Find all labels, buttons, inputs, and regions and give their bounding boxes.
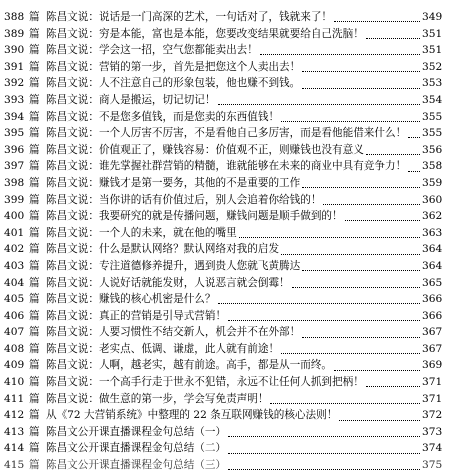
toc-entry-page-number: 356 — [422, 143, 443, 156]
toc-entry[interactable] — [0, 440, 460, 457]
toc-entry[interactable] — [0, 109, 460, 126]
toc-entry-page-number: 349 — [422, 11, 443, 23]
toc-entry-chapter-word: 篇 — [29, 193, 40, 206]
toc-entry-chapter-word: 篇 — [29, 176, 40, 189]
toc-entry-chapter-word: 篇 — [29, 326, 40, 339]
toc-entry-page-number: 366 — [422, 309, 443, 322]
toc-entry-number: 391 — [4, 60, 25, 73]
toc-entry-title: 陈昌文说：营销的第一步，首先是把您这个人卖出去！ — [46, 60, 301, 73]
toc-entry-leader-dots — [302, 336, 420, 338]
toc-entry-title: 陈昌文说：商人是搬运，切记切记！ — [46, 93, 216, 106]
toc-entry-number: 408 — [4, 342, 25, 355]
toc-entry[interactable] — [0, 92, 460, 109]
toc-entry[interactable] — [0, 308, 460, 325]
toc-entry[interactable] — [0, 9, 460, 26]
toc-entry-title: 陈昌文说：人说好话就能发财，人说恶言就会倒霉！ — [46, 276, 290, 289]
toc-entry-chapter-word: 篇 — [29, 160, 40, 173]
toc-entry-number: 399 — [4, 193, 25, 206]
toc-entry-page-number: 375 — [422, 459, 443, 472]
toc-entry-number: 410 — [4, 376, 25, 389]
toc-entry-page-number: 355 — [422, 110, 443, 123]
toc-entry-title: 陈昌文说：人要习惯性不结交新人，机会并不在外部！ — [46, 326, 301, 339]
toc-entry-leader-dots — [323, 203, 420, 205]
toc-entry-number: 413 — [4, 425, 25, 438]
toc-entry-number: 393 — [4, 93, 25, 106]
toc-entry[interactable] — [0, 208, 460, 225]
toc-entry-leader-dots — [292, 286, 420, 288]
toc-entry-leader-dots — [260, 53, 420, 55]
toc-entry[interactable] — [0, 391, 460, 408]
toc-entry-page-number: 369 — [422, 359, 443, 372]
toc-entry-chapter-word: 篇 — [29, 259, 40, 272]
toc-entry-number: 397 — [4, 160, 25, 173]
toc-entry[interactable] — [0, 192, 460, 209]
toc-entry-number: 392 — [4, 77, 25, 90]
toc-entry-title: 陈昌文公开课直播课程金句总结（二） — [46, 442, 227, 455]
toc-entry[interactable] — [0, 75, 460, 92]
toc-entry-number: 403 — [4, 259, 25, 272]
toc-entry-leader-dots — [366, 153, 420, 155]
toc-entry-title: 陈昌文说：什么是默认网络？默认网络对我的启发 — [46, 243, 280, 256]
toc-entry-page-number: 362 — [422, 210, 443, 223]
toc-entry-number: 389 — [4, 27, 25, 40]
toc-entry[interactable] — [0, 142, 460, 159]
toc-entry-chapter-word: 篇 — [29, 442, 40, 455]
toc-entry[interactable] — [0, 407, 460, 424]
toc-entry-number: 395 — [4, 127, 25, 140]
toc-entry-title: 陈昌文说：老实点、低调、谦虚，此人就有前途！ — [46, 342, 280, 355]
toc-entry-leader-dots — [228, 319, 420, 321]
toc-entry-title: 陈昌文说：一个人厉害不厉害，不是看他自己多厉害，而是看他能借来什么！ — [46, 127, 407, 140]
toc-entry-number: 400 — [4, 210, 25, 223]
toc-entry-leader-dots — [345, 219, 420, 221]
toc-entry-chapter-word: 篇 — [29, 11, 40, 23]
toc-entry-title: 陈昌文说：谁先掌握社群营销的精髓，谁就能够在未来的商业中具有竞争力！ — [46, 160, 407, 173]
toc-entry-title: 陈昌文说：赚钱的核心机密是什么？ — [46, 293, 216, 306]
toc-entry-chapter-word: 篇 — [29, 342, 40, 355]
toc-entry-number: 404 — [4, 276, 25, 289]
toc-entry-chapter-word: 篇 — [29, 409, 40, 422]
toc-entry[interactable] — [0, 457, 460, 474]
toc-entry-title: 从《72 大营销系统》中整理的 22 条互联网赚钱的核心法则！ — [46, 409, 338, 422]
toc-entry-number: 415 — [4, 459, 25, 472]
toc-entry-title: 陈昌文说：穷是本能，富也是本能，您要改变结果就要给自己洗脑！ — [46, 27, 364, 40]
toc-entry-leader-dots — [366, 37, 420, 39]
toc-entry-title: 陈昌文公开课直播课程金句总结（三） — [46, 459, 227, 472]
toc-entry-page-number: 353 — [422, 77, 443, 90]
toc-entry-title: 陈昌文说：人不注意自己的形象包装，他也赚不到钱。 — [46, 77, 301, 90]
toc-entry[interactable] — [0, 374, 460, 391]
toc-entry-leader-dots — [218, 302, 421, 304]
toc-entry-chapter-word: 篇 — [29, 243, 40, 256]
toc-entry[interactable] — [0, 424, 460, 441]
toc-entry-number: 412 — [4, 409, 25, 422]
toc-entry-title: 陈昌文说：一个高手行走于世永不犯错，永远不让任何人抓到把柄！ — [46, 376, 364, 389]
toc-entry-number: 407 — [4, 326, 25, 339]
toc-entry-chapter-word: 篇 — [29, 276, 40, 289]
toc-entry-page-number: 360 — [422, 193, 443, 206]
toc-entry-chapter-word: 篇 — [29, 44, 40, 57]
toc-entry[interactable] — [0, 241, 460, 258]
toc-entry-number: 396 — [4, 143, 25, 156]
toc-entry[interactable] — [0, 258, 460, 275]
toc-entry-page-number: 358 — [422, 160, 443, 173]
toc-entry[interactable] — [0, 225, 460, 242]
toc-entry[interactable] — [0, 59, 460, 76]
toc-entry-page-number: 351 — [422, 44, 443, 57]
toc-entry-page-number: 373 — [422, 425, 443, 438]
toc-entry-chapter-word: 篇 — [29, 425, 40, 438]
toc-entry-page-number: 351 — [422, 27, 443, 40]
toc-entry-chapter-word: 篇 — [29, 110, 40, 123]
toc-entry-page-number: 367 — [422, 342, 443, 355]
toc-entry-chapter-word: 篇 — [29, 459, 40, 472]
toc-entry-title: 陈昌文说：当你讲的话有价值过后，别人会追着你给钱的！ — [46, 193, 322, 206]
toc-entry[interactable] — [0, 175, 460, 192]
toc-entry-leader-dots — [281, 253, 420, 255]
toc-entry[interactable] — [0, 125, 460, 142]
toc-entry-title: 陈昌文说：人啊，越老实，越有前途。高手，都是从一而终。 — [46, 359, 333, 372]
toc-entry[interactable] — [0, 324, 460, 341]
toc-entry[interactable] — [0, 275, 460, 292]
toc-entry-chapter-word: 篇 — [29, 143, 40, 156]
toc-entry-number: 402 — [4, 243, 25, 256]
toc-entry-page-number: 365 — [422, 276, 443, 289]
toc-entry[interactable] — [0, 42, 460, 59]
toc-entry-page-number: 374 — [422, 442, 443, 455]
toc-entry[interactable] — [0, 341, 460, 358]
toc-entry-chapter-word: 篇 — [29, 93, 40, 106]
toc-entry-leader-dots — [270, 402, 420, 404]
toc-entry-leader-dots — [366, 385, 420, 387]
toc-entry-leader-dots — [218, 103, 421, 105]
toc-entry-title: 陈昌文说：价值观正了，赚钱容易：价值观不正，则赚钱也没有意义 — [46, 143, 364, 156]
toc-entry-leader-dots — [408, 170, 420, 172]
toc-entry-leader-dots — [281, 352, 420, 354]
toc-entry-page-number: 363 — [422, 226, 443, 239]
toc-entry-title: 陈昌文说：赚钱才是第一要务，其他的不是重要的工作 — [46, 176, 301, 189]
toc-entry-page-number: 372 — [422, 409, 443, 422]
toc-entry-number: 388 — [4, 11, 25, 23]
toc-entry-leader-dots — [408, 136, 420, 138]
toc-entry-leader-dots — [302, 269, 420, 271]
toc-entry[interactable] — [0, 158, 460, 175]
toc-entry-chapter-word: 篇 — [29, 127, 40, 140]
toc-entry-chapter-word: 篇 — [29, 27, 40, 40]
toc-entry-number: 409 — [4, 359, 25, 372]
toc-entry-number: 405 — [4, 293, 25, 306]
toc-entry-page-number: 354 — [422, 93, 443, 106]
toc-entry-page-number: 359 — [422, 176, 443, 189]
toc-entry-leader-dots — [302, 186, 420, 188]
toc-entry-leader-dots — [239, 236, 420, 238]
toc-entry-number: 406 — [4, 309, 25, 322]
toc-entry-number: 401 — [4, 226, 25, 239]
toc-entry-leader-dots — [228, 452, 420, 454]
toc-entry-chapter-word: 篇 — [29, 309, 40, 322]
toc-entry-title: 陈昌文说：做生意的第一步，学会写免责声明！ — [46, 392, 269, 405]
toc-entry-title: 陈昌文说：说话是一门高深的艺术，一句话对了，钱就来了！ — [46, 11, 333, 23]
toc-entry-page-number: 352 — [422, 60, 443, 73]
toc-entry-page-number: 366 — [422, 293, 443, 306]
toc-entry-leader-dots — [339, 419, 420, 421]
toc-entry-chapter-word: 篇 — [29, 376, 40, 389]
toc-entry-page-number: 371 — [422, 392, 443, 405]
toc-entry-chapter-word: 篇 — [29, 77, 40, 90]
toc-entry-page-number: 371 — [422, 376, 443, 389]
toc-entry-title: 陈昌文说：学会这一招，空气您都能卖出去！ — [46, 44, 258, 57]
toc-entry-page-number: 355 — [422, 127, 443, 140]
toc-entry-leader-dots — [228, 435, 420, 437]
toc-entry-chapter-word: 篇 — [29, 392, 40, 405]
toc-entry-number: 394 — [4, 110, 25, 123]
toc-entry-title: 陈昌文说：专注道德修养提升，遇到贵人您就飞黄腾达 — [46, 259, 301, 272]
toc-entry-chapter-word: 篇 — [29, 293, 40, 306]
toc-entry-number: 414 — [4, 442, 25, 455]
toc-entry-chapter-word: 篇 — [29, 226, 40, 239]
toc-entry-title: 陈昌文公开课直播课程金句总结（一） — [46, 425, 227, 438]
toc-entry-title: 陈昌文说：真正的营销是引导式营销！ — [46, 309, 227, 322]
toc-entry-number: 390 — [4, 44, 25, 57]
toc-entry-leader-dots — [281, 120, 420, 122]
toc-entry[interactable] — [0, 357, 460, 374]
toc-entry-title: 陈昌文说：不是您多值钱，而是您卖的东西值钱！ — [46, 110, 280, 123]
toc-entry-page-number: 364 — [422, 243, 443, 256]
toc-entry-chapter-word: 篇 — [29, 210, 40, 223]
toc-entry[interactable] — [0, 291, 460, 308]
toc-entry-page-number: 367 — [422, 326, 443, 339]
toc-entry[interactable] — [0, 26, 460, 43]
toc-entry-leader-dots — [228, 468, 420, 470]
toc-entry-chapter-word: 篇 — [29, 60, 40, 73]
toc-entry-page-number: 364 — [422, 259, 443, 272]
toc-entry-leader-dots — [334, 369, 420, 371]
toc-entry-leader-dots — [302, 87, 420, 89]
toc-entry-leader-dots — [334, 20, 420, 22]
toc-entry-chapter-word: 篇 — [29, 359, 40, 372]
toc-entry-title: 陈昌文说：一个人的未来，就在他的嘴里 — [46, 226, 237, 239]
toc-entry-number: 398 — [4, 176, 25, 189]
toc-entry-title: 陈昌文说：我要研究的就是传播问题，赚钱问题是顺手做到的！ — [46, 210, 343, 223]
toc-entry-leader-dots — [302, 70, 420, 72]
toc-entry-number: 411 — [4, 392, 25, 405]
